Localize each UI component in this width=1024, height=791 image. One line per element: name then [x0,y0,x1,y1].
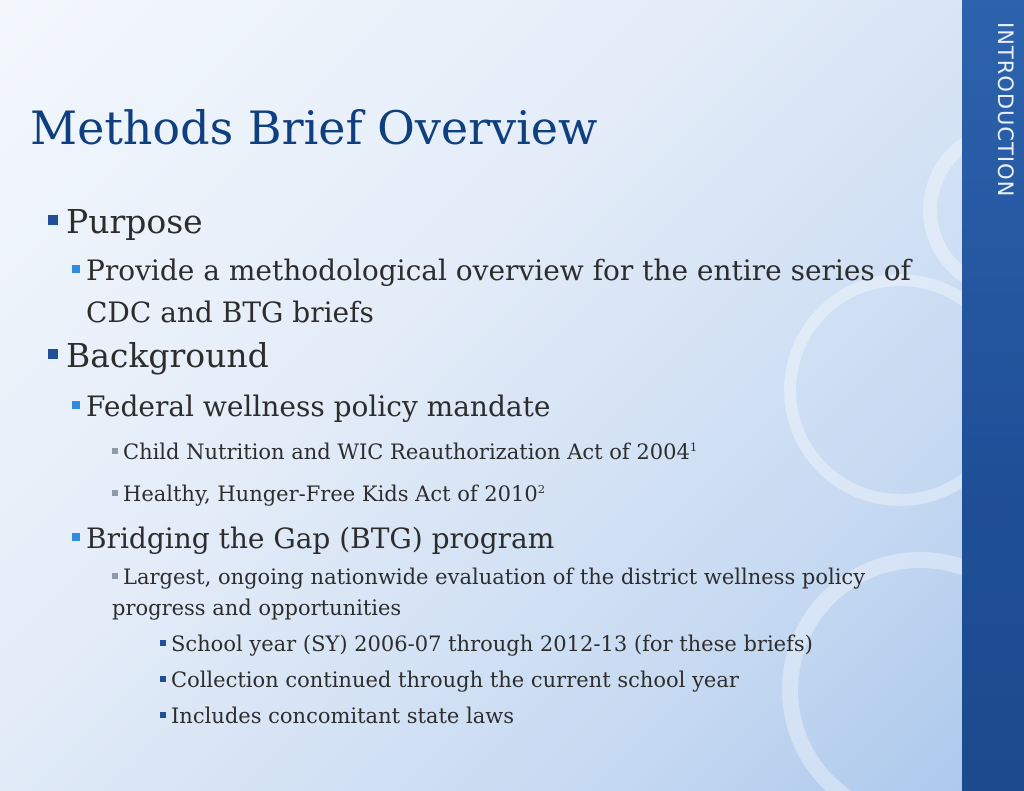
bullet-policy-act-2 [112,474,948,510]
square-bullet-icon [72,533,80,541]
section-sidebar [962,0,1024,791]
bullet-btg-subitem-2 [160,662,948,698]
policy-act-text: Healthy, Hunger-Free Kids Act of 2010 [123,482,538,506]
bullet-policy-act-1 [112,432,948,468]
bullet-background [28,334,948,378]
btg-subitem-text: Includes concomitant state laws [171,704,514,728]
footnote-marker: 1 [689,440,698,454]
bullet-btg-subitem-3 [160,698,948,734]
bullet-btg-program [72,518,948,560]
slide-body [28,200,948,734]
square-bullet-icon [160,676,166,682]
bullet-purpose [28,200,948,244]
slide-title: Methods Brief Overview [30,101,598,155]
square-bullet-icon [112,573,118,579]
bullet-purpose-item [72,250,948,334]
policy-mandate-label: Federal wellness policy mandate [86,390,551,423]
purpose-item-text: Provide a methodological overview for the entire series of CDC and BTG briefs [86,254,911,329]
bullet-btg-subitem-1 [160,626,948,662]
square-bullet-icon [112,490,118,496]
square-bullet-icon [48,215,58,225]
bullet-btg-evaluation [112,562,948,624]
purpose-heading: Purpose [66,202,203,241]
square-bullet-icon [72,265,80,273]
btg-evaluation-text: Largest, ongoing nationwide evaluation of the district wellness policy progress and opportunities [112,565,866,620]
background-heading: Background [66,336,269,375]
square-bullet-icon [72,401,80,409]
square-bullet-icon [112,448,118,454]
bullet-policy-mandate [72,386,948,428]
btg-program-label: Bridging the Gap (BTG) program [86,522,555,555]
btg-subitem-text: School year (SY) 2006-07 through 2012-13 (for these briefs) [171,632,813,656]
footnote-marker: 2 [537,482,546,496]
policy-act-text: Child Nutrition and WIC Reauthorization Act of 2004 [123,440,690,464]
sidebar-section-label: INTRODUCTION [993,22,1017,198]
square-bullet-icon [160,712,166,718]
square-bullet-icon [160,640,166,646]
btg-subitem-text: Collection continued through the current school year [171,668,739,692]
square-bullet-icon [48,349,58,359]
